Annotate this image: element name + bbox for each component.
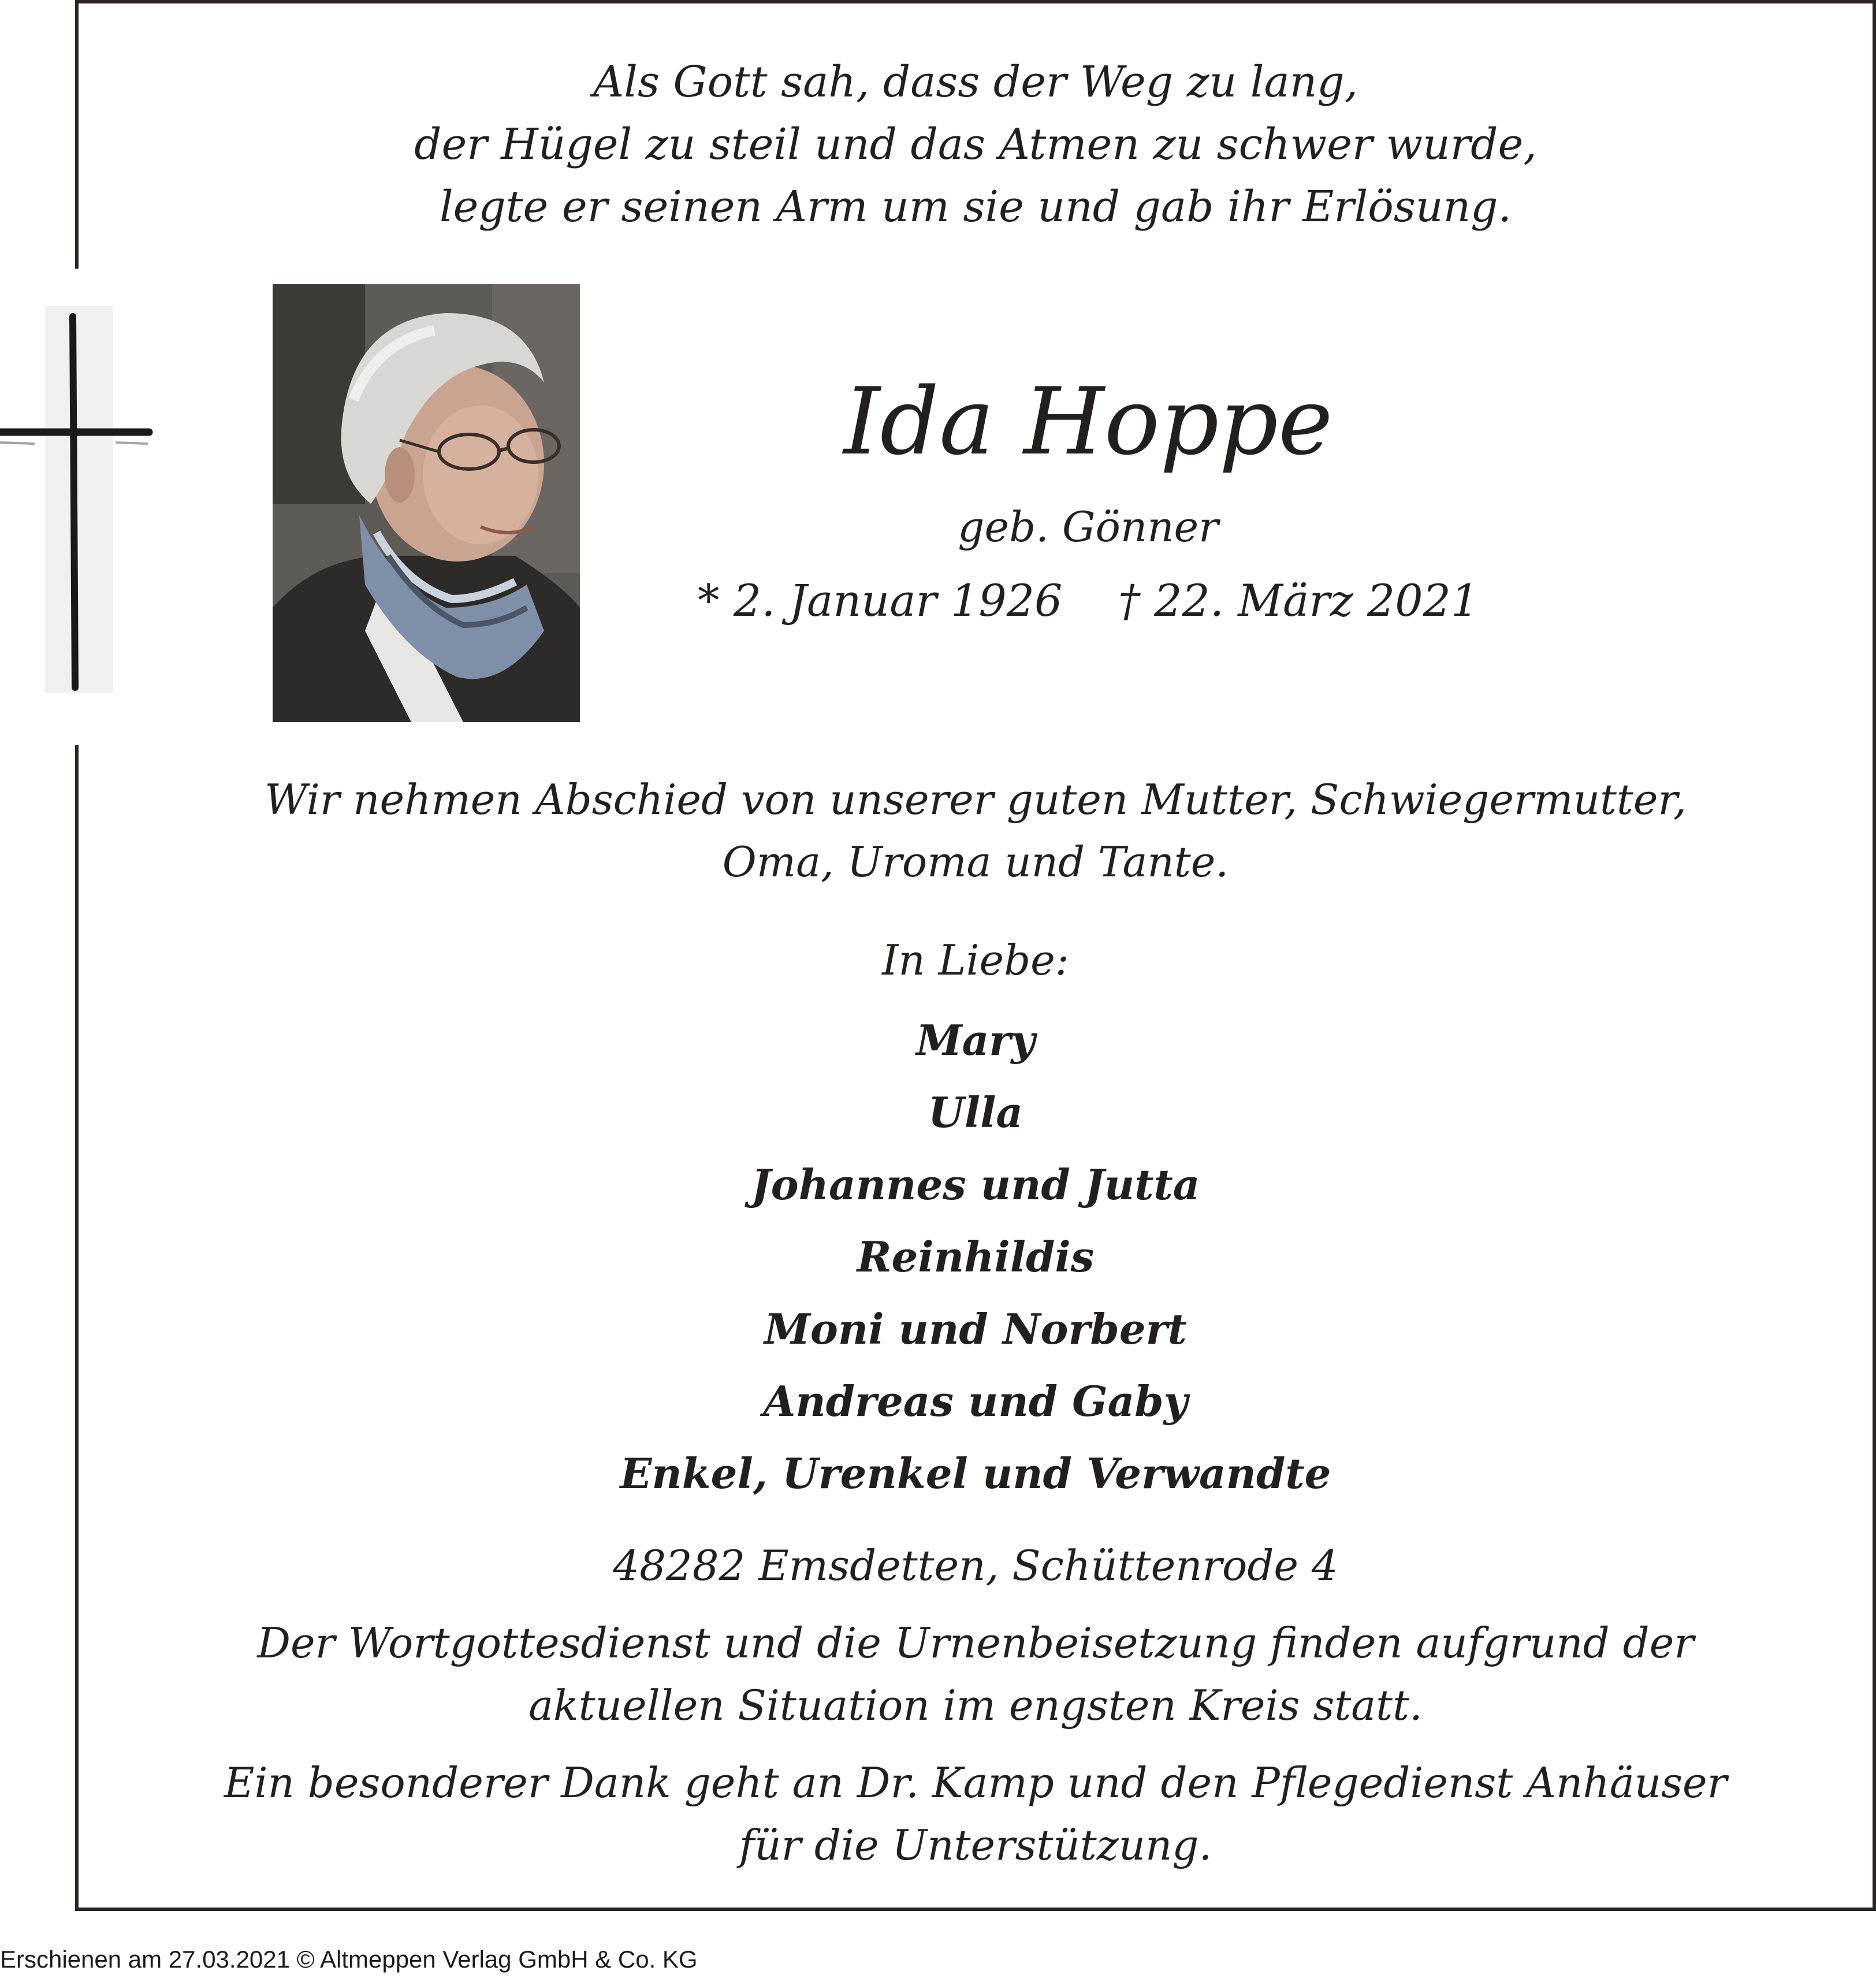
mourner-name: Ulla	[928, 1088, 1023, 1137]
opening-verse	[79, 51, 1873, 238]
birth-date: * 2. Januar 1926	[697, 575, 1063, 626]
mourner-name: Moni und Norbert	[764, 1304, 1187, 1354]
publication-footer: Erschienen am 27.03.2021 © Altmeppen Verlag GmbH & Co. KG	[0, 1946, 698, 1973]
thanks-note-line: für die Unterstützung.	[739, 1821, 1212, 1869]
mourner-name: Andreas und Gaby	[763, 1377, 1188, 1426]
thanks-note-line: Ein besonderer Dank geht an Dr. Kamp und den Pflegedienst Anhäuser	[224, 1758, 1728, 1807]
farewell-line: Oma, Uroma und Tante.	[722, 838, 1229, 886]
cross-icon	[0, 306, 156, 693]
service-note-line: Der Wortgottesdienst und die Urnenbeisetzung finden aufgrund der	[257, 1619, 1694, 1667]
mourner-name: Mary	[915, 1016, 1036, 1065]
frame-bottom-border	[75, 1908, 1876, 1911]
portrait-photo	[273, 284, 580, 722]
thanks-note	[79, 1752, 1873, 1876]
service-note	[79, 1612, 1873, 1737]
verse-line: Als Gott sah, dass der Weg zu lang,	[593, 57, 1358, 107]
mourner-name: Johannes und Jutta	[751, 1160, 1200, 1209]
service-note-line: aktuellen Situation im engsten Kreis statt.	[528, 1681, 1423, 1730]
mourner-name: Enkel, Urenkel und Verwandte	[620, 1449, 1331, 1498]
verse-line: der Hügel zu steil und das Atmen zu schwer wurde,	[414, 120, 1537, 169]
life-dates	[580, 572, 1596, 630]
farewell-text	[79, 768, 1873, 893]
in-love-label: In Liebe:	[881, 936, 1070, 984]
address: 48282 Emsdetten, Schüttenrode 4	[613, 1541, 1338, 1590]
frame-right-border	[1873, 0, 1876, 1911]
death-date: † 22. März 2021	[1118, 575, 1479, 626]
frame-top-border	[75, 0, 1876, 3]
deceased-name: Ida Hoppe	[843, 367, 1333, 475]
mourner-name: Reinhildis	[857, 1232, 1095, 1281]
mourners-list	[79, 1004, 1873, 1509]
verse-line: legte er seinen Arm um sie und gab ihr Erlösung.	[439, 182, 1512, 232]
farewell-line: Wir nehmen Abschied von unserer guten Mutter, Schwiegermutter,	[265, 775, 1687, 824]
maiden-name: geb. Gönner	[958, 503, 1219, 551]
